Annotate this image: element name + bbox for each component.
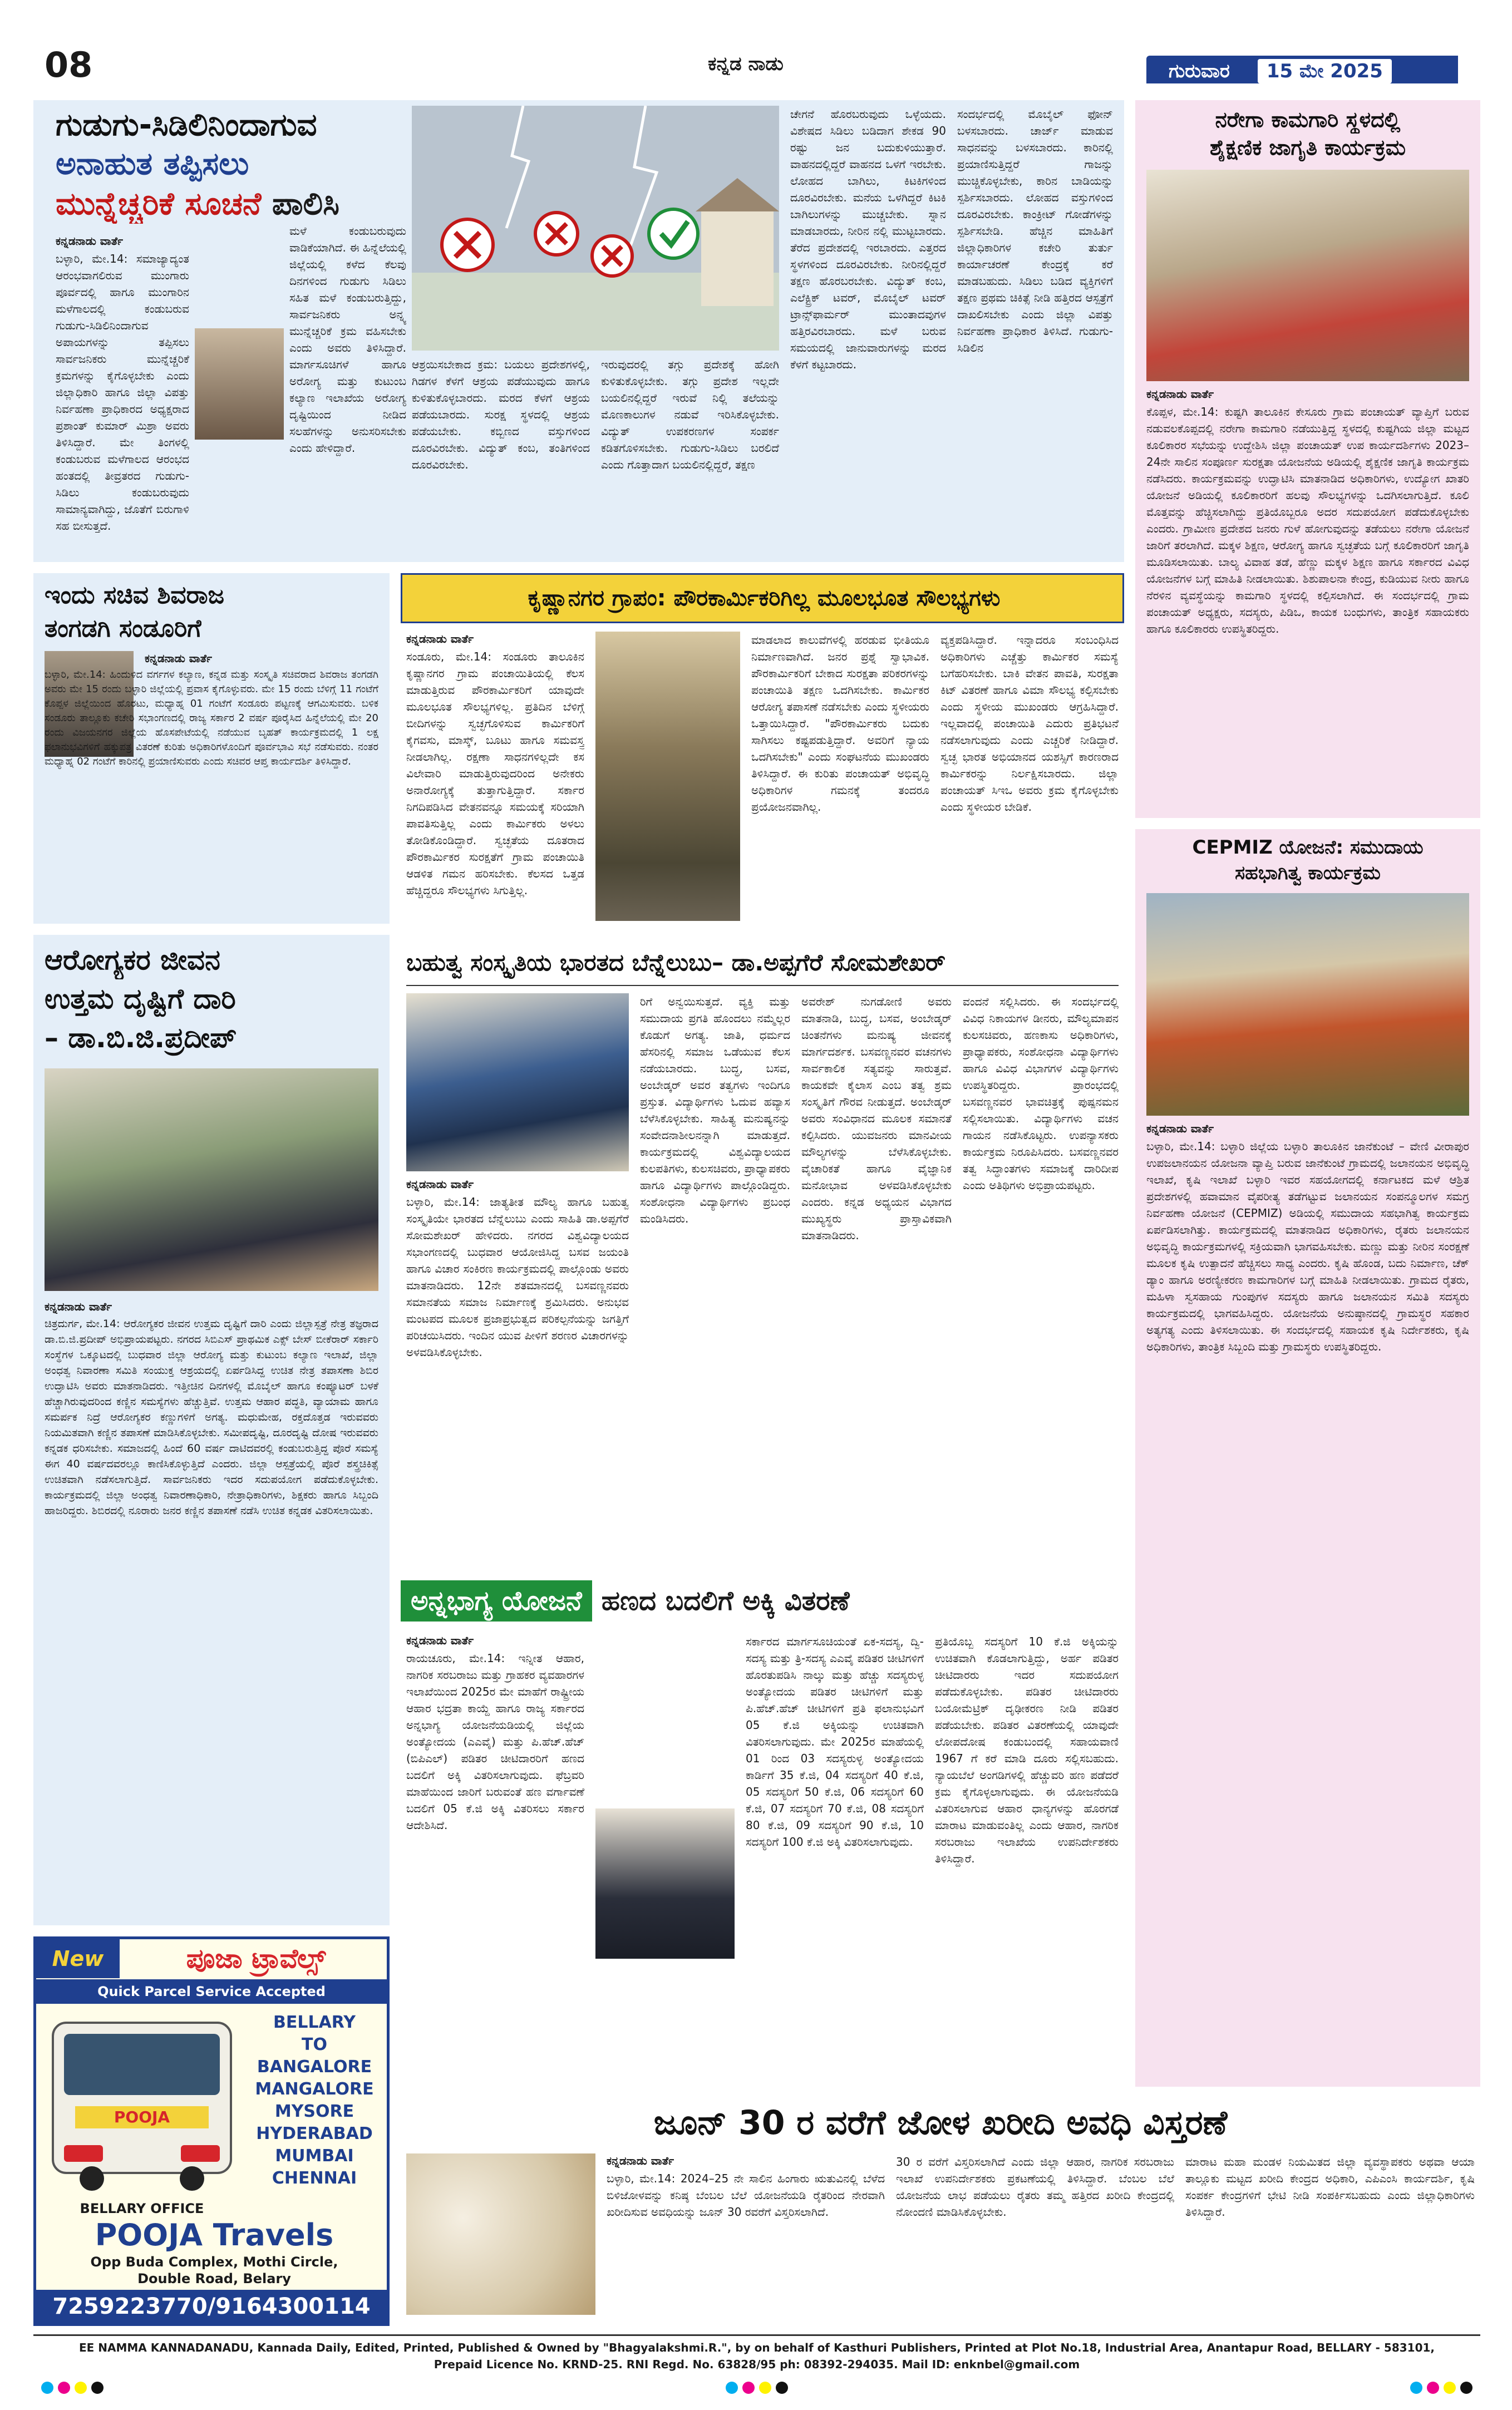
- ad-routes: [242, 2012, 387, 2201]
- route-item: CHENNAI: [272, 2168, 357, 2188]
- ad-office: BELLARY OFFICE: [80, 2201, 204, 2216]
- headline-line1: ಗುಡುಗು-ಸಿಡಿಲಿನಿಂದಾಗುವ: [56, 107, 317, 143]
- article-health: [33, 935, 390, 1925]
- krishnanagar-col1: ಸಂಡೂರು, ಮೇ.14: ಸಂಡೂರು ತಾಲೂಕಿನ ಕೃಷ್ಣಾನಗರ ಗ್ರಾಮ ಪಂಚಾಯಿತಿಯಲ್ಲಿ ಕೆಲಸ ಮಾಡುತ್ತಿರುವ ಪೌರಕಾರ್ಮಿಕರಿಗೆ ಯಾವುದೇ ಮೂಲಭೂತ ಸೌಲಭ್ಯಗಳಿಲ್ಲ. ಪ್ರತಿದಿನ ಬೆಳಿಗ್ಗೆ ಬೀದಿಗಳನ್ನು ಸ್ವಚ್ಛಗೊಳಿಸುವ ಕಾರ್ಮಿಕರಿಗೆ ಕೈಗವಸು, ಮಾಸ್ಕ್, ಬೂಟು ಹಾಗೂ ಸಮವಸ್ತ್ರ ನೀಡಲಾಗಿಲ್ಲ. ರಕ್ಷಣಾ ಸಾಧನಗಳಿಲ್ಲದೇ ಕಸ ವಿಲೇವಾರಿ ಮಾಡುತ್ತಿರುವುದರಿಂದ ಅನೇಕರು ಅನಾರೋಗ್ಯಕ್ಕೆ ತುತ್ತಾಗುತ್ತಿದ್ದಾರೆ. ಸರ್ಕಾರ ನಿಗದಿಪಡಿಸಿದ ವೇತನವನ್ನೂ ಸಮಯಕ್ಕೆ ಸರಿಯಾಗಿ ಪಾವತಿಸುತ್ತಿಲ್ಲ ಎಂದು ಕಾರ್ಮಿಕರು ಅಳಲು ತೋಡಿಕೊಂಡಿದ್ದಾರೆ. ಸ್ವಚ್ಛತೆಯ ದೂತರಾದ ಪೌರಕಾರ್ಮಿಕರ ಸುರಕ್ಷತೆಗೆ ಗ್ರಾಮ ಪಂಚಾಯಿತಿ ಆಡಳಿತ ಗಮನ ಹರಿಸಬೇಕು. ಕೆಲಸದ ಒತ್ತಡ ಹೆಚ್ಚಿದ್ದರೂ ಸೌಲಭ್ಯಗಳು ಸಿಗುತ್ತಿಲ್ಲ.: [406, 650, 584, 897]
- lightning-col3: ಆಶ್ರಯಿಸಬೇಕಾದ ಕ್ರಮ: ಬಯಲು ಪ್ರದೇಶಗಳಲ್ಲಿ, ಗಿಡಗಳ ಕೆಳಗೆ ಆಶ್ರಯ ಪಡೆಯುವುದು ಹಾಗೂ ಕುಳಿತುಕೊಳ್ಳಬಾರದು. ಮರದ ಕೆಳಗೆ ಆಶ್ರಯ ಪಡೆಯಬಾರದು. ಸುರಕ್ಷ ಸ್ಥಳದಲ್ಲಿ ಆಶ್ರಯ ಪಡೆಯಬೇಕು. ಕಬ್ಬಿಣದ ವಸ್ತುಗಳಿಂದ ದೂರವಿರಬೇಕು. ವಿದ್ಯುತ್ ಕಂಬ, ತಂತಿಗಳಿಂದ ದೂರವಿರಬೇಕು.: [412, 358, 590, 471]
- byline: ಕನ್ನಡನಾಡು ವಾರ್ತೆ: [45, 1300, 112, 1313]
- headline-line1: ನರೇಗಾ ಕಾಮಗಾರಿ ಸ್ಥಳದಲ್ಲಿ: [1215, 107, 1401, 132]
- somashekhar-col2: ರಿಗೆ ಅನ್ವಯಿಸುತ್ತದೆ. ವ್ಯಕ್ತಿ ಮತ್ತು ಸಮುದಾಯ ಪ್ರಗತಿ ಹೊಂದಲು ನಮ್ಮೆಲ್ಲರ ಕೊಡುಗೆ ಅಗತ್ಯ. ಜಾತಿ, ಧರ್ಮದ ಹೆಸರಿನಲ್ಲಿ ಸಮಾಜ ಒಡೆಯುವ ಕೆಲಸ ನಡೆಯಬಾರದು. ಬುದ್ಧ, ಬಸವ, ಅಂಬೇಡ್ಕರ್ ಅವರ ತತ್ವಗಳು ಇಂದಿಗೂ ಪ್ರಸ್ತುತ. ವಿದ್ಯಾರ್ಥಿಗಳು ಓದುವ ಹವ್ಯಾಸ ಬೆಳೆಸಿಕೊಳ್ಳಬೇಕು. ಸಾಹಿತ್ಯ ಮನುಷ್ಯನನ್ನು ಸಂವೇದನಾಶೀಲನನ್ನಾಗಿ ಮಾಡುತ್ತದೆ. ಕಾರ್ಯಕ್ರಮದಲ್ಲಿ ವಿಶ್ವವಿದ್ಯಾಲಯದ ಕುಲಪತಿಗಳು, ಕುಲಸಚಿವರು, ಪ್ರಾಧ್ಯಾಪಕರು ಹಾಗೂ ವಿದ್ಯಾರ್ಥಿಗಳು ಪಾಲ್ಗೊಂಡಿದ್ದರು. ಸಂಶೋಧನಾ ವಿದ್ಯಾರ್ಥಿಗಳು ಪ್ರಬಂಧ ಮಂಡಿಸಿದರು.: [640, 995, 790, 1225]
- annabhagya-col3: ಪ್ರತಿಯೊಬ್ಬ ಸದಸ್ಯರಿಗೆ 10 ಕೆ.ಜಿ ಅಕ್ಕಿಯನ್ನು ಉಚಿತವಾಗಿ ಕೊಡಲಾಗುತ್ತಿದ್ದು, ಅರ್ಹ ಪಡಿತರ ಚೀಟಿದಾರರು ಇದರ ಸದುಪಯೋಗ ಪಡೆದುಕೊಳ್ಳಬೇಕು. ಪಡಿತರ ಚೀಟಿದಾರರು ಬಯೋಮೆಟ್ರಿಕ್ ದೃಢೀಕರಣ ನೀಡಿ ಪಡಿತರ ಪಡೆಯಬೇಕು. ಪಡಿತರ ವಿತರಣೆಯಲ್ಲಿ ಯಾವುದೇ ಲೋಪದೋಷ ಕಂಡುಬಂದಲ್ಲಿ ಸಹಾಯವಾಣಿ 1967 ಗೆ ಕರೆ ಮಾಡಿ ದೂರು ಸಲ್ಲಿಸಬಹುದು. ನ್ಯಾಯಬೆಲೆ ಅಂಗಡಿಗಳಲ್ಲಿ ಹೆಚ್ಚುವರಿ ಹಣ ಪಡೆದರೆ ಕ್ರಮ ಕೈಗೊಳ್ಳಲಾಗುವುದು. ಈ ಯೋಜನೆಯಡಿ ವಿತರಿಸಲಾಗುವ ಆಹಾರ ಧಾನ್ಯಗಳನ್ನು ಹೊರಗಡೆ ಮಾರಾಟ ಮಾಡುವಂತಿಲ್ಲ ಎಂದು ಆಹಾರ, ನಾಗರಿಕ ಸರಬರಾಜು ಇಲಾಖೆಯ ಉಪನಿರ್ದೇಶಕರು ತಿಳಿಸಿದ್ದಾರೆ.: [935, 1635, 1119, 1865]
- route-item: BANGALORE: [257, 2057, 372, 2077]
- article-krishnanagar: [401, 573, 1124, 935]
- route-item: HYDERABAD: [256, 2124, 373, 2143]
- lightning-col4: ಇರುವುದರಲ್ಲಿ ತಗ್ಗು ಪ್ರದೇಶಕ್ಕೆ ಹೋಗಿ ಕುಳಿತುಕೊಳ್ಳಬೇಕು. ತಗ್ಗು ಪ್ರದೇಶ ಇಲ್ಲದೇ ಬಯಲಿನಲ್ಲಿದ್ದರೆ ಇರುವೆ ನಿಲ್ಲಿ ತಲೆಯನ್ನು ಮೊಣಕಾಲುಗಳ ನಡುವೆ ಇರಿಸಿಕೊಳ್ಳಬೇಕು. ವಿದ್ಯುತ್ ಉಪಕರಣಗಳ ಸಂಪರ್ಕ ಕಡಿತಗೊಳಿಸಬೇಕು. ಗುಡುಗು-ಸಿಡಿಲು ಬರಲಿದೆ ಎಂದು ಗೊತ್ತಾದಾಗ ಬಯಲಿನಲ್ಲಿದ್ದರೆ, ತಕ್ಷಣ: [601, 358, 779, 471]
- annabhagya-col1: ರಾಯಚೂರು, ಮೇ.14: ಇನ್ನೀತ ಆಹಾರ, ನಾಗರಿಕ ಸರಬರಾಜು ಮತ್ತು ಗ್ರಾಹಕರ ವ್ಯವಹಾರಗಳ ಇಲಾಖೆಯಿಂದ 2025ರ ಮೇ ಮಾಹೆಗೆ ರಾಷ್ಟ್ರೀಯ ಆಹಾರ ಭದ್ರತಾ ಕಾಯ್ದೆ ಹಾಗೂ ರಾಜ್ಯ ಸರ್ಕಾರದ ಅನ್ನಭಾಗ್ಯ ಯೋಜನೆಯಡಿಯಲ್ಲಿ ಜಿಲ್ಲೆಯ ಅಂತ್ಯೋದಯ (ಎಎವೈ) ಮತ್ತು ಪಿ.ಹೆಚ್.ಹೆಚ್ (ಬಿಪಿಎಲ್) ಪಡಿತರ ಚೀಟಿದಾರರಿಗೆ ಹಣದ ಬದಲಿಗೆ ಅಕ್ಕಿ ವಿತರಿಸಲಾಗುವುದು. ಫೆಬ್ರವರಿ ಮಾಹೆಯಿಂದ ಜಾರಿಗೆ ಬರುವಂತೆ ಹಣ ವರ್ಗಾವಣೆ ಬದಲಿಗೆ 05 ಕೆ.ಜಿ ಅಕ್ಕಿ ವಿತರಿಸಲು ಸರ್ಕಾರ ಆದೇಶಿಸಿದೆ.: [406, 1652, 584, 1832]
- ad-new-badge: New: [36, 1939, 120, 1978]
- jola-col2: 30 ರ ವರೆಗೆ ವಿಸ್ತರಿಸಲಾಗಿದೆ ಎಂದು ಜಿಲ್ಲಾ ಆಹಾರ, ನಾಗರಿಕ ಸರಬರಾಜು ಇಲಾಖೆ ಉಪನಿರ್ದೇಶಕರು ಪ್ರಕಟಣೆಯಲ್ಲಿ ತಿಳಿಸಿದ್ದಾರೆ. ಬೆಂಬಲ ಬೆಲೆ ಯೋಜನೆಯ ಲಾಭ ಪಡೆಯಲು ರೈತರು ತಮ್ಮ ಹತ್ತಿರದ ಖರೀದಿ ಕೇಂದ್ರದಲ್ಲಿ ನೋಂದಣಿ ಮಾಡಿಸಿಕೊಳ್ಳಬೇಕು.: [896, 2155, 1174, 2219]
- cepmiz-photo: [1146, 893, 1469, 1116]
- official-photo: [595, 1808, 735, 1959]
- minister-body: ಬಳ್ಳಾರಿ, ಮೇ.14: ಹಿಂದುಳಿದ ವರ್ಗಗಳ ಕಲ್ಯಾಣ, ಕನ್ನಡ ಮತ್ತು ಸಂಸ್ಕೃತಿ ಸಚಿವರಾದ ಶಿವರಾಜ ತಂಗಡಗಿ ಅವರು ಮೇ 15 ರಂದು ಬಳ್ಳಾರಿ ಜಿಲ್ಲೆಯಲ್ಲಿ ಪ್ರವಾಸ ಕೈಗೊಳ್ಳುವರು. ಮೇ 15 ರಂದು ಬೆಳಿಗ್ಗೆ 11 ಗಂಟೆಗೆ ಕೊಪ್ಪಳ ಜಿಲ್ಲೆಯಿಂದ ಹೊರಟು, ಮಧ್ಯಾಹ್ನ 01 ಗಂಟೆಗೆ ಸಂಡೂರು ಪಟ್ಟಣಕ್ಕೆ ಆಗಮಿಸುವರು. ಬಳಿಕ ಸಂಡೂರು ತಾಲ್ಲೂಕು ಕಚೇರಿ ಸಭಾಂಗಣದಲ್ಲಿ ರಾಜ್ಯ ಸರ್ಕಾರ 2 ವರ್ಷ ಪೂರೈಸಿದ ಹಿನ್ನೆಲೆಯಲ್ಲಿ ಮೇ 20 ರಂದು ವಿಜಯನಗರ ಜಿಲ್ಲೆಯ ಹೊಸಪೇಟೆಯಲ್ಲಿ ನಡೆಯುವ ಬೃಹತ್ ಕಾರ್ಯಕ್ರಮದಲ್ಲಿ 1 ಲಕ್ಷ ಫಲಾನುಭವಿಗಳಿಗೆ ಹಕ್ಕುಪತ್ರ ವಿತರಣೆ ಕುರಿತು ಅಧಿಕಾರಿಗಳೊಂದಿಗೆ ಪೂರ್ವಭಾವಿ ಸಭೆ ನಡೆಸುವರು. ನಂತರ ಮಧ್ಯಾಹ್ನ 02 ಗಂಟೆಗೆ ಕಾರಿನಲ್ಲಿ ಪ್ರಯಾಣಿಸುವರು ಎಂದು ಸಚಿವರ ಆಪ್ತ ಕಾರ್ಯದರ್ಶಿ ತಿಳಿಸಿದ್ದಾರೆ.: [45, 669, 378, 767]
- somashekhar-col1: ಬಳ್ಳಾರಿ, ಮೇ.14: ಜಾತ್ಯತೀತ ಮೌಲ್ಯ ಹಾಗೂ ಬಹುತ್ವ ಸಂಸ್ಕೃತಿಯೇ ಭಾರತದ ಬೆನ್ನೆಲುಬು ಎಂದು ಸಾಹಿತಿ ಡಾ.ಅಪ್ಪಗೆರೆ ಸೋಮಶೇಖರ್ ಹೇಳಿದರು. ನಗರದ ವಿಶ್ವವಿದ್ಯಾಲಯದ ಸಭಾಂಗಣದಲ್ಲಿ ಬುಧವಾರ ಆಯೋಜಿಸಿದ್ದ ಬಸವ ಜಯಂತಿ ಹಾಗೂ ವಿಚಾರ ಸಂಕಿರಣ ಕಾರ್ಯಕ್ರಮದಲ್ಲಿ ಪಾಲ್ಗೊಂಡು ಅವರು ಮಾತನಾಡಿದರು. 12ನೇ ಶತಮಾನದಲ್ಲಿ ಬಸವಣ್ಣನವರು ಸಮಾನತೆಯ ಸಮಾಜ ನಿರ್ಮಾಣಕ್ಕೆ ಶ್ರಮಿಸಿದರು. ಅನುಭವ ಮಂಟಪದ ಮೂಲಕ ಪ್ರಜಾಪ್ರಭುತ್ವದ ಪರಿಕಲ್ಪನೆಯನ್ನು ಜಗತ್ತಿಗೆ ಪರಿಚಯಿಸಿದರು. ಇಂದಿನ ಯುವ ಪೀಳಿಗೆ ಶರಣರ ವಿಚಾರಗಳನ್ನು ಅಳವಡಿಸಿಕೊಳ್ಳಬೇಕು.: [406, 1195, 629, 1359]
- headline-line1: ಇಂದು ಸಚಿವ ಶಿವರಾಜ: [45, 581, 225, 609]
- bus-graphic: [42, 2012, 242, 2195]
- byline: ಕನ್ನಡನಾಡು ವಾರ್ತೆ: [406, 632, 474, 645]
- narega-photo: [1146, 170, 1469, 381]
- headline-line2: ಅನಾಹುತ ತಪ್ಪಿಸಲು: [56, 146, 249, 182]
- footer-line1: EE NAMMA KANNADANADU, Kannada Daily, Edited, Printed, Published & Owned by "Bhagyalakshmi.R.", by on behalf of Kasthuri Publishers, Printed at Plot No.18, Industrial Area, Anantapur Road, BELLARY - 583101,: [78, 2341, 1435, 2354]
- color-dots-center: [723, 2382, 790, 2398]
- headline-rest: ಹಣದ ಬದಲಿಗೆ ಅಕ್ಕಿ ವಿತರಣೆ: [601, 1585, 850, 1616]
- byline: ಕನ್ನಡನಾಡು ವಾರ್ತೆ: [1146, 387, 1214, 401]
- grain-photo: [406, 2153, 595, 2315]
- jola-col1: ಬಳ್ಳಾರಿ, ಮೇ.14: 2024–25 ನೇ ಸಾಲಿನ ಹಿಂಗಾರು ಋತುವಿನಲ್ಲಿ ಬೆಳೆದ ಬಿಳಿಜೋಳವನ್ನು ಕನಿಷ್ಠ ಬೆಂಬಲ ಬೆಲೆ ಯೋಜನೆಯಡಿ ರೈತರಿಂದ ನೇರವಾಗಿ ಖರೀದಿಸುವ ಅವಧಿಯನ್ನು ಜೂನ್ 30 ರವರೆಗೆ ವಿಸ್ತರಿಸಲಾಗಿದೆ.: [607, 2172, 885, 2219]
- route-item: BELLARY: [273, 2013, 356, 2032]
- date-label: 15 ಮೇ 2025: [1258, 59, 1392, 83]
- headline: [401, 1580, 1124, 1625]
- bus-illustration: [42, 2012, 242, 2195]
- ad-phone: 7259223770/9164300114: [36, 2290, 387, 2323]
- jola-col3: ಮಾರಾಟ ಮಹಾ ಮಂಡಳ ನಿಯಮಿತದ ಜಿಲ್ಲಾ ವ್ಯವಸ್ಥಾಪಕರು ಅಥವಾ ಆಯಾ ತಾಲ್ಲೂಕು ಮಟ್ಟದ ಖರೀದಿ ಕೇಂದ್ರದ ಅಧಿಕಾರಿ, ಎಪಿಎಂಸಿ ಕಾರ್ಯದರ್ಶಿ, ಕೃಷಿ ಸಂಪರ್ಕ ಕೇಂದ್ರಗಳಿಗೆ ಭೇಟಿ ನೀಡಿ ಸಂಪರ್ಕಿಸಬಹುದು ಎಂದು ಜಿಲ್ಲಾಧಿಕಾರಿಗಳು ತಿಳಿಸಿದ್ದಾರೆ.: [1185, 2155, 1475, 2219]
- article-annabhagya: [401, 1575, 1124, 2087]
- day-label: ಗುರುವಾರ: [1169, 60, 1230, 82]
- officer-photo: [195, 328, 284, 440]
- headline-line1: ಆರೋಗ್ಯಕರ ಜೀವನ: [45, 944, 220, 976]
- lightning-illustration: [412, 106, 779, 351]
- headline: ಬಹುತ್ವ ಸಂಸ್ಕೃತಿಯ ಭಾರತದ ಬೆನ್ನೆಲುಬು– ಡಾ.ಅಪ್ಪಗೆರೆ ಸೋಮಶೇಖರ್: [406, 949, 945, 976]
- route-item: MUMBAI: [275, 2146, 354, 2166]
- article-narega: [1135, 100, 1480, 818]
- speaker-photo: [406, 993, 629, 1171]
- article-minister: [33, 573, 390, 924]
- route-item: MYSORE: [274, 2102, 354, 2121]
- article-somashekhar: [401, 940, 1124, 1569]
- byline: ಕನ್ನಡನಾಡು ವಾರ್ತೆ: [406, 1177, 474, 1191]
- page-number: 08: [45, 46, 93, 83]
- lightning-col2: ಮಳೆ ಕಂಡುಬರುವುದು ವಾಡಿಕೆಯಾಗಿದೆ. ಈ ಹಿನ್ನೆಲೆಯಲ್ಲಿ ಜಿಲ್ಲೆಯಲ್ಲಿ ಕಳೆದ ಕೆಲವು ದಿನಗಳಿಂದ ಗುಡುಗು ಸಿಡಿಲು ಸಹಿತ ಮಳೆ ಕಂಡುಬರುತ್ತಿದ್ದು, ಸಾರ್ವಜನಿಕರು ಅನ್ನ್ಯ ಮುನ್ನೆಚ್ಚರಿಕೆ ಕ್ರಮ ವಹಿಸಬೇಕು ಎಂದು ಅವರು ತಿಳಿಸಿದ್ದಾರೆ. ಮಾರ್ಗಸೂಚಿಗಳೆ ಹಾಗೂ ಅರೋಗ್ಯ ಮತ್ತು ಕುಟುಂಬ ಕಲ್ಯಾಣ ಇಲಾಖೆಯ ಅರೋಗ್ಯ ದೃಷ್ಟಿಯಿಂದ ನೀಡಿದ ಸಲಹೆಗಳನ್ನು ಅನುಸರಿಸಬೇಕು ಎಂದು ಹೇಳಿದ್ದಾರೆ.: [289, 224, 406, 455]
- headline-label: ಅನ್ನಭಾಗ್ಯ ಯೋಜನೆ: [401, 1580, 592, 1622]
- headline: ಜೂನ್ 30 ರ ವರೆಗೆ ಜೋಳ ಖರೀದಿ ಅವಧಿ ವಿಸ್ತರಣೆ: [653, 2103, 1228, 2142]
- worker-photo: [595, 632, 740, 921]
- masthead: [0, 0, 1512, 83]
- headline-line2: ಉತ್ತಮ ದೃಷ್ಟಿಗೆ ದಾರಿ: [45, 983, 236, 1015]
- article-cepmiz: [1135, 829, 1480, 2087]
- byline: ಕನ್ನಡನಾಡು ವಾರ್ತೆ: [56, 234, 124, 248]
- headline-line2: ಸಹಭಾಗಿತ್ವ ಕಾರ್ಯಕ್ರಮ: [1235, 862, 1381, 884]
- headline-highlight: ಮುನ್ನೆಚ್ಚರಿಕೆ ಸೂಚನೆ: [56, 186, 262, 222]
- cepmiz-body: ಬಳ್ಳಾರಿ, ಮೇ.14: ಬಳ್ಳಾರಿ ಜಿಲ್ಲೆಯ ಬಳ್ಳಾರಿ ತಾಲೂಕಿನ ಜಾನೆಕುಂಟೆ – ವೇಣಿ ವೀರಾಪುರ ಉಪಜಲಾನಯನ ಯೋಜನಾ ವ್ಯಾಪ್ತಿ ಬರುವ ಜಾನೆಕುಂಟೆ ಗ್ರಾಮದಲ್ಲಿ ಜಲಾನಯನ ಅಭಿವೃದ್ಧಿ ಇಲಾಖೆ, ಕೃಷಿ ಇಲಾಖೆ ಬಳ್ಳಾರಿ ಇವರ ಸಹಯೋಗದಲ್ಲಿ ಕರ್ನಾಟಕದ ಮಳೆ ಆಶ್ರಿತ ಪ್ರದೇಶಗಳಲ್ಲಿ ಹವಾಮಾನ ವೈಪರೀತ್ಯ ತಡೆಗಟ್ಟುವ ಜಲಾನಯನ ಸಂಪನ್ಮೂಲಗಳ ಸಮಗ್ರ ನಿರ್ವಹಣಾ ಯೋಜನೆ (CEPMIZ) ಅಡಿಯಲ್ಲಿ ಸಮುದಾಯ ಸಹಭಾಗಿತ್ವ ಕಾರ್ಯಕ್ರಮ ಏರ್ಪಡಿಸಲಾಗಿತ್ತು. ಕಾರ್ಯಕ್ರಮದಲ್ಲಿ ಮಾತನಾಡಿದ ಅಧಿಕಾರಿಗಳು, ರೈತರು ಜಲಾನಯನ ಅಭಿವೃದ್ಧಿ ಕಾರ್ಯಕ್ರಮಗಳಲ್ಲಿ ಸಕ್ರಿಯವಾಗಿ ಭಾಗವಹಿಸಬೇಕು. ಮಣ್ಣು ಮತ್ತು ನೀರಿನ ಸಂರಕ್ಷಣೆ ಮೂಲಕ ಕೃಷಿ ಉತ್ಪಾದನೆ ಹೆಚ್ಚಿಸಲು ಸಾಧ್ಯ ಎಂದರು. ಕೃಷಿ ಹೊಂಡ, ಬದು ನಿರ್ಮಾಣ, ಚೆಕ್ ಡ್ಯಾಂ ಹಾಗೂ ಅರಣ್ಯೀಕರಣ ಕಾಮಗಾರಿಗಳ ಬಗ್ಗೆ ಮಾಹಿತಿ ನೀಡಲಾಯಿತು. ಗ್ರಾಮದ ರೈತರು, ಮಹಿಳಾ ಸ್ವಸಹಾಯ ಗುಂಪುಗಳ ಸದಸ್ಯರು ಹಾಗೂ ಜಲಾನಯನ ಸಮಿತಿ ಸದಸ್ಯರು ಕಾರ್ಯಕ್ರಮದಲ್ಲಿ ಭಾಗವಹಿಸಿದ್ದರು. ಯೋಜನೆಯ ಅನುಷ್ಠಾನದಲ್ಲಿ ಗ್ರಾಮಸ್ಥರ ಸಹಕಾರ ಅತ್ಯಗತ್ಯ ಎಂದು ತಿಳಿಸಲಾಯಿತು. ಈ ಸಂದರ್ಭದಲ್ಲಿ ಸಹಾಯಕ ಕೃಷಿ ನಿರ್ದೇಶಕರು, ಕೃಷಿ ಅಧಿಕಾರಿಗಳು, ತಾಂತ್ರಿಕ ಸಿಬ್ಬಂದಿ ಮತ್ತು ಗ್ರಾಮಸ್ಥರು ಉಪಸ್ಥಿತರಿದ್ದರು.: [1146, 1140, 1469, 1353]
- paper-logo: ಕನ್ನಡ ನಾಡು: [708, 53, 784, 75]
- headline-band: [401, 573, 1124, 623]
- somashekhar-col3: ಅವರೇಶ್ ನುಗಡೋಣಿ ಅವರು ಮಾತನಾಡಿ, ಬುದ್ಧ, ಬಸವ, ಅಂಬೇಡ್ಕರ್ ಚಿಂತನೆಗಳು ಮನುಷ್ಯ ಜೀವನಕ್ಕೆ ಮಾರ್ಗದರ್ಶಕ. ಬಸವಣ್ಣನವರ ವಚನಗಳು ಸಾರ್ವಕಾಲಿಕ ಸತ್ಯವನ್ನು ಸಾರುತ್ತವೆ. ಕಾಯಕವೇ ಕೈಲಾಸ ಎಂಬ ತತ್ವ ಶ್ರಮ ಸಂಸ್ಕೃತಿಗೆ ಗೌರವ ನೀಡುತ್ತದೆ. ಅಂಬೇಡ್ಕರ್ ಅವರು ಸಂವಿಧಾನದ ಮೂಲಕ ಸಮಾನತೆ ಕಲ್ಪಿಸಿದರು. ಯುವಜನರು ಮಾನವೀಯ ಮೌಲ್ಯಗಳನ್ನು ಬೆಳೆಸಿಕೊಳ್ಳಬೇಕು. ವೈಚಾರಿಕತೆ ಹಾಗೂ ವೈಜ್ಞಾನಿಕ ಮನೋಭಾವ ಅಳವಡಿಸಿಕೊಳ್ಳಬೇಕು ಎಂದರು. ಕನ್ನಡ ಅಧ್ಯಯನ ವಿಭಾಗದ ಮುಖ್ಯಸ್ಥರು ಪ್ರಾಸ್ತಾವಿಕವಾಗಿ ಮಾತನಾಡಿದರು.: [801, 995, 952, 1242]
- narega-body: ಕೊಪ್ಪಳ, ಮೇ.14: ಕುಷ್ಟಗಿ ತಾಲೂಕಿನ ಕೇಸೂರು ಗ್ರಾಮ ಪಂಚಾಯತ್ ವ್ಯಾಪ್ತಿಗೆ ಬರುವ ನಡುವಲಕೊಪ್ಪದಲ್ಲಿ ನರೇಗಾ ಕಾಮಗಾರಿ ನಡೆಯುತ್ತಿದ್ದ ಸ್ಥಳದಲ್ಲಿ ಕುಷ್ಟಗಿಯ ಜಿಲ್ಲಾ ಮಟ್ಟದ ಕೂಲಿಕಾರರ ಸಭೆಯನ್ನು ಉದ್ದೇಶಿಸಿ ಜಿಲ್ಲಾ ಪಂಚಾಯತ್ ಉಪ ಕಾರ್ಯದರ್ಶಿಗಳು 2023–24ನೇ ಸಾಲಿನ ಸಂಪೂರ್ಣ ಸುರಕ್ಷತಾ ಯೋಜನೆಯ ಅಡಿಯಲ್ಲಿ ಶೈಕ್ಷಣಿಕ ಜಾಗೃತಿ ಕಾರ್ಯಕ್ರಮ ನಡೆಸಿದರು. ಕಾರ್ಯಕ್ರಮವನ್ನು ಉದ್ಘಾಟಿಸಿ ಮಾತನಾಡಿದ ಅಧಿಕಾರಿಗಳು, ಉದ್ಯೋಗ ಖಾತರಿ ಯೋಜನೆ ಅಡಿಯಲ್ಲಿ ಕೂಲಿಕಾರರಿಗೆ ಹಲವು ಸೌಲಭ್ಯಗಳನ್ನು ಒದಗಿಸಲಾಗುತ್ತಿದೆ. ಕೂಲಿ ಮೊತ್ತವನ್ನು ಹೆಚ್ಚಿಸಲಾಗಿದ್ದು ಪ್ರತಿಯೊಬ್ಬರೂ ಅದರ ಸದುಪಯೋಗ ಪಡೆದುಕೊಳ್ಳಬೇಕು ಎಂದರು. ಗ್ರಾಮೀಣ ಪ್ರದೇಶದ ಜನರು ಗುಳೆ ಹೋಗುವುದನ್ನು ತಡೆಯಲು ನರೇಗಾ ಯೋಜನೆ ಜಾರಿಗೆ ತರಲಾಗಿದೆ. ಮಕ್ಕಳ ಶಿಕ್ಷಣ, ಆರೋಗ್ಯ ಹಾಗೂ ಸ್ವಚ್ಛತೆಯ ಬಗ್ಗೆ ಕೂಲಿಕಾರರಿಗೆ ಜಾಗೃತಿ ಮೂಡಿಸಲಾಯಿತು. ಬಾಲ್ಯ ವಿವಾಹ ತಡೆ, ಹೆಣ್ಣು ಮಕ್ಕಳ ಶಿಕ್ಷಣ ಹಾಗೂ ಸರ್ಕಾರದ ವಿವಿಧ ಯೋಜನೆಗಳ ಬಗ್ಗೆ ಮಾಹಿತಿ ನೀಡಲಾಯಿತು. ಶಿಶುಪಾಲನಾ ಕೇಂದ್ರ, ಕುಡಿಯುವ ನೀರು ಹಾಗೂ ನೆರಳಿನ ವ್ಯವಸ್ಥೆಯನ್ನು ಕಾಮಗಾರಿ ಸ್ಥಳದಲ್ಲಿ ಕಲ್ಪಿಸಲಾಗಿದೆ. ಈ ಸಂದರ್ಭದಲ್ಲಿ ಗ್ರಾಮ ಪಂಚಾಯತ್ ಅಧ್ಯಕ್ಷರು, ಸದಸ್ಯರು, ಪಿಡಿಒ, ಕಾಯಕ ಬಂಧುಗಳು, ತಾಂತ್ರಿಕ ಸಹಾಯಕರು ಹಾಗೂ ಕೂಲಿಕಾರರು ಉಪಸ್ಥಿತರಿದ್ದರು.: [1146, 405, 1469, 635]
- footer-line2: Prepaid Licence No. KRND-25. RNI Regd. No. 63828/95 ph: 08392-294035. Mail ID: enknbel@gmail.com: [434, 2358, 1080, 2371]
- route-item: MANGALORE: [255, 2079, 374, 2099]
- ad-pooja-travels: [33, 1936, 390, 2326]
- article-lightning: [33, 100, 1124, 562]
- ad-title: ಪೂಜಾ ಟ್ರಾವೆಲ್ಸ್: [186, 1943, 326, 1974]
- ad-parcel: Quick Parcel Service Accepted: [36, 1979, 387, 2004]
- lightning-col5: ಚೇಗನೆ ಹೊರಬರುವುದು ಒಳ್ಳೆಯದು. ವಿಶೇಷದ ಸಿಡಿಲು ಬಡಿದಾಗ ಶೇಕಡ 90 ರಷ್ಟು ಜನ ಬದುಕುಳಿಯುತ್ತಾರೆ. ವಾಹನದಲ್ಲಿದ್ದರೆ ವಾಹನದ ಒಳಗೆ ಇರಬೇಕು. ಲೋಹದ ಬಾಗಿಲು, ಕಿಟಕಿಗಳಿಂದ ದೂರವಿರಬೇಕು. ಮನೆಯ ಒಳಗಿದ್ದರೆ ಕಿಟಕಿ ಬಾಗಿಲುಗಳನ್ನು ಮುಚ್ಚಬೇಕು. ಸ್ನಾನ ಮಾಡಬಾರದು, ನೀರಿನ ನಲ್ಲಿ ಮುಟ್ಟಬಾರದು. ತೆರೆದ ಪ್ರದೇಶದಲ್ಲಿ ಇರಬಾರದು. ಎತ್ತರದ ಸ್ಥಳಗಳಿಂದ ದೂರವಿರಬೇಕು. ನೀರಿನಲ್ಲಿದ್ದರೆ ತಕ್ಷಣ ಹೊರಬರಬೇಕು. ವಿದ್ಯುತ್ ಕಂಬ, ಎಲೆಕ್ಟ್ರಿಕ್ ಟವರ್, ಮೊಬೈಲ್ ಟವರ್ ಟ್ರಾನ್ಸ್‌ಫಾರ್ಮರ್ ಮುಂತಾದವುಗಳ ಹತ್ತಿರವಿರಬಾರದು. ಮಳೆ ಬರುವ ಸಮಯದಲ್ಲಿ ಜಾನುವಾರುಗಳನ್ನು ಮರದ ಕೆಳಗೆ ಕಟ್ಟಬಾರದು.: [790, 107, 946, 371]
- color-dots-right: [1408, 2382, 1475, 2398]
- lightning-graphic: [412, 106, 779, 351]
- route-item: TO: [302, 2035, 327, 2054]
- byline: ಕನ್ನಡನಾಡು ವಾರ್ತೆ: [607, 2154, 674, 2167]
- ad-address2: Double Road, Belary: [137, 2271, 291, 2286]
- lightning-col6: ಸಂದರ್ಭದಲ್ಲಿ ಮೊಬೈಲ್ ಫೋನ್ ಬಳಸಬಾರದು. ಚಾರ್ಜ್ ಮಾಡುವ ಸಾಧನವನ್ನು ಬಳಸಬಾರದು. ಕಾರಿನಲ್ಲಿ ಪ್ರಯಾಣಿಸುತ್ತಿದ್ದರೆ ಗಾಜನ್ನು ಮುಚ್ಚಿಕೊಳ್ಳಬೇಕು, ಕಾರಿನ ಬಾಡಿಯನ್ನು ಸ್ಪರ್ಶಿಸಬಾರದು. ಲೋಹದ ವಸ್ತುಗಳಿಂದ ದೂರವಿರಬೇಕು. ಕಾಂಕ್ರೀಟ್ ಗೋಡೆಗಳನ್ನು ಸ್ಪರ್ಶಿಸಬೇಡಿ. ಹೆಚ್ಚಿನ ಮಾಹಿತಿಗೆ ಜಿಲ್ಲಾಧಿಕಾರಿಗಳ ಕಚೇರಿ ತುರ್ತು ಕಾರ್ಯಾಚರಣೆ ಕೇಂದ್ರಕ್ಕೆ ಕರೆ ಮಾಡಬಹುದು. ಸಿಡಿಲು ಬಡಿದ ವ್ಯಕ್ತಿಗಳಿಗೆ ತಕ್ಷಣ ಪ್ರಥಮ ಚಿಕಿತ್ಸೆ ನೀಡಿ ಹತ್ತಿರದ ಆಸ್ಪತ್ರೆಗೆ ದಾಖಲಿಸಬೇಕು ಎಂದು ಜಿಲ್ಲಾ ವಿಪತ್ತು ನಿರ್ವಹಣಾ ಪ್ರಾಧಿಕಾರ ತಿಳಿಸಿದೆ. ಗುಡುಗು-ಸಿಡಿಲಿನ: [957, 107, 1113, 354]
- color-dots-left: [39, 2382, 106, 2398]
- bus-name: POOJA: [114, 2108, 170, 2126]
- headline-line3: [56, 185, 339, 224]
- registration-marks: [39, 2382, 1475, 2398]
- date-banner: [1146, 56, 1458, 83]
- krishnanagar-col2: ಮಾಡಲಾದ ಕಾಲುವೆಗಳಲ್ಲಿ ಹರಡುವ ಭೀತಿಯೂ ನಿರ್ಮಾಣವಾಗಿದೆ. ಜನರ ಪ್ರಶ್ನೆ ಸ್ವಾಭಾವಿಕ. ಪೌರಕಾರ್ಮಿಕರಿಗೆ ಬೇಕಾದ ಸುರಕ್ಷತಾ ಪರಿಕರಗಳನ್ನು ಪಂಚಾಯಿತಿ ತಕ್ಷಣ ಒದಗಿಸಬೇಕು. ಕಾರ್ಮಿಕರ ಆರೋಗ್ಯ ತಪಾಸಣೆ ನಡೆಸಬೇಕು ಎಂದು ಸ್ಥಳೀಯರು ಒತ್ತಾಯಿಸಿದ್ದಾರೆ. "ಪೌರಕಾರ್ಮಿಕರು ಬದುಕು ಸಾಗಿಸಲು ಕಷ್ಟಪಡುತ್ತಿದ್ದಾರೆ. ಅವರಿಗೆ ನ್ಯಾಯ ಒದಗಿಸಬೇಕು" ಎಂದು ಸಂಘಟನೆಯ ಮುಖಂಡರು ತಿಳಿಸಿದ್ದಾರೆ. ಈ ಕುರಿತು ಪಂಚಾಯತ್ ಅಭಿವೃದ್ಧಿ ಅಧಿಕಾರಿಗಳ ಗಮನಕ್ಕೆ ತಂದರೂ ಪ್ರಯೋಜನವಾಗಿಲ್ಲ.: [751, 633, 929, 814]
- headline-tail: ಪಾಲಿಸಿ: [272, 186, 339, 222]
- byline: ಕನ್ನಡನಾಡು ವಾರ್ತೆ: [1146, 1122, 1214, 1135]
- headline-line2: ಶೈಕ್ಷಣಿಕ ಜಾಗೃತಿ ಕಾರ್ಯಕ್ರಮ: [1209, 135, 1406, 160]
- byline: ಕನ್ನಡನಾಡು ವಾರ್ತೆ: [406, 1634, 474, 1647]
- headline-rule: [406, 985, 1119, 986]
- headline-line1: CEPMIZ ಯೋಜನೆ: ಸಮುದಾಯ: [1192, 836, 1424, 859]
- health-body: ಚಿತ್ರದುರ್ಗ, ಮೇ.14: ಆರೋಗ್ಯಕರ ಜೀವನ ಉತ್ತಮ ದೃಷ್ಟಿಗೆ ದಾರಿ ಎಂದು ಜಿಲ್ಲಾಸ್ಪತ್ರೆ ನೇತ್ರ ತಜ್ಞರಾದ ಡಾ.ಬಿ.ಜಿ.ಪ್ರದೀಪ್ ಅಭಿಪ್ರಾಯಪಟ್ಟರು. ನಗರದ ಸಿಬಿಎಸ್ ಪ್ರಾಥಮಿಕ ಎಕ್ಸ್ ಬೇಸ್ ಬೀಕೆರಾರ್ ಸರ್ಕಾರಿ ಸಂಸ್ಥೆಗಳ ಒಕ್ಕೂಟದಲ್ಲಿ ಬುಧವಾರ ಜಿಲ್ಲಾ ಆರೋಗ್ಯ ಮತ್ತು ಕುಟುಂಬ ಕಲ್ಯಾಣ ಇಲಾಖೆ, ಜಿಲ್ಲಾ ಅಂಧತ್ವ ನಿವಾರಣಾ ಸಮಿತಿ ಸಂಯುಕ್ತ ಆಶ್ರಯದಲ್ಲಿ ಏರ್ಪಡಿಸಿದ್ದ ಉಚಿತ ನೇತ್ರ ತಪಾಸಣಾ ಶಿಬಿರ ಉದ್ಘಾಟಿಸಿ ಅವರು ಮಾತನಾಡಿದರು. ಇತ್ತೀಚಿನ ದಿನಗಳಲ್ಲಿ ಮೊಬೈಲ್ ಹಾಗೂ ಕಂಪ್ಯೂಟರ್ ಬಳಕೆ ಹೆಚ್ಚಾಗಿರುವುದರಿಂದ ಕಣ್ಣಿನ ಸಮಸ್ಯೆಗಳು ಹೆಚ್ಚುತ್ತಿವೆ. ಉತ್ತಮ ಆಹಾರ ಪದ್ಧತಿ, ವ್ಯಾಯಾಮ ಹಾಗೂ ಸಮರ್ಪಕ ನಿದ್ರೆ ಆರೋಗ್ಯಕರ ಕಣ್ಣುಗಳಿಗೆ ಅಗತ್ಯ. ಮಧುಮೇಹ, ರಕ್ತದೊತ್ತಡ ಇರುವವರು ನಿಯಮಿತವಾಗಿ ಕಣ್ಣಿನ ತಪಾಸಣೆ ಮಾಡಿಸಿಕೊಳ್ಳಬೇಕು. ಸಮೀಪದೃಷ್ಟಿ, ದೂರದೃಷ್ಟಿ ದೋಷ ಇರುವವರು ಕನ್ನಡಕ ಧರಿಸಬೇಕು. ಸಮಾಜದಲ್ಲಿ ಹಿಂದೆ 60 ವರ್ಷ ದಾಟಿದವರಲ್ಲಿ ಕಂಡುಬರುತ್ತಿದ್ದ ಪೊರೆ ಸಮಸ್ಯೆ ಈಗ 40 ವರ್ಷದವರಲ್ಲೂ ಕಾಣಿಸಿಕೊಳ್ಳುತ್ತಿದೆ ಎಂದರು. ಜಿಲ್ಲಾ ಆಸ್ಪತ್ರೆಯಲ್ಲಿ ಪೊರೆ ಶಸ್ತ್ರಚಿಕಿತ್ಸೆ ಉಚಿತವಾಗಿ ನಡೆಸಲಾಗುತ್ತಿದೆ. ಸಾರ್ವಜನಿಕರು ಇದರ ಸದುಪಯೋಗ ಪಡೆದುಕೊಳ್ಳಬೇಕು. ಕಾರ್ಯಕ್ರಮದಲ್ಲಿ ಜಿಲ್ಲಾ ಅಂಧತ್ವ ನಿವಾರಣಾಧಿಕಾರಿ, ನೇತ್ರಾಧಿಕಾರಿಗಳು, ಶಿಕ್ಷಕರು ಹಾಗೂ ಸಿಬ್ಬಂದಿ ಹಾಜರಿದ್ದರು. ಶಿಬಿರದಲ್ಲಿ ನೂರಾರು ಜನರ ಕಣ್ಣಿನ ತಪಾಸಣೆ ನಡೆಸಿ ಉಚಿತ ಕನ್ನಡಕ ವಿತರಿಸಲಾಯಿತು.: [45, 1318, 378, 1517]
- ad-address1: Opp Buda Complex, Mothi Circle,: [90, 2254, 338, 2270]
- byline: ಕನ್ನಡನಾಡು ವಾರ್ತೆ: [145, 652, 213, 665]
- krishnanagar-col3: ವ್ಯಕ್ತಪಡಿಸಿದ್ದಾರೆ. ಇನ್ನಾದರೂ ಸಂಬಂಧಿಸಿದ ಅಧಿಕಾರಿಗಳು ಎಚ್ಚೆತ್ತು ಕಾರ್ಮಿಕರ ಸಮಸ್ಯೆ ಬಗೆಹರಿಸಬೇಕು. ಬಾಕಿ ವೇತನ ಪಾವತಿ, ಸುರಕ್ಷತಾ ಕಿಟ್ ವಿತರಣೆ ಹಾಗೂ ವಿಮಾ ಸೌಲಭ್ಯ ಕಲ್ಪಿಸಬೇಕು ಎಂದು ಸ್ಥಳೀಯ ಮುಖಂಡರು ಆಗ್ರಹಿಸಿದ್ದಾರೆ. ಇಲ್ಲವಾದಲ್ಲಿ ಪಂಚಾಯಿತಿ ಎದುರು ಪ್ರತಿಭಟನೆ ನಡೆಸಲಾಗುವುದು ಎಂದು ಎಚ್ಚರಿಕೆ ನೀಡಿದ್ದಾರೆ. ಸ್ವಚ್ಛ ಭಾರತ ಅಭಿಯಾನದ ಯಶಸ್ಸಿಗೆ ಕಾರಣರಾದ ಕಾರ್ಮಿಕರನ್ನು ನಿರ್ಲಕ್ಷಿಸಬಾರದು. ಜಿಲ್ಲಾ ಪಂಚಾಯತ್ ಸಿಇಒ ಅವರು ಕ್ರಮ ಕೈಗೊಳ್ಳಬೇಕು ಎಂದು ಸ್ಥಳೀಯರ ಬೇಡಿಕೆ.: [940, 633, 1119, 814]
- health-photo: [45, 1068, 378, 1291]
- headline-line2: ತಂಗಡಗಿ ಸಂಡೂರಿಗೆ: [45, 614, 201, 643]
- lightning-col1: ಬಳ್ಳಾರಿ, ಮೇ.14: ಸಮಾಜ್ಯಾದ್ಯಂತ ಆರಂಭವಾಗಲಿರುವ ಮುಂಗಾರು ಪೂರ್ವದಲ್ಲಿ ಹಾಗೂ ಮುಂಗಾರಿನ ಮಳೆಗಾಲದಲ್ಲಿ ಕಂಡುಬರುವ ಗುಡುಗು-ಸಿಡಿಲಿನಿಂದಾಗುವ ಅಪಾಯಗಳನ್ನು ತಪ್ಪಿಸಲು ಸಾರ್ವಜನಿಕರು ಮುನ್ನೆಚ್ಚರಿಕೆ ಕ್ರಮಗಳನ್ನು ಕೈಗೊಳ್ಳಬೇಕು ಎಂದು ಜಿಲ್ಲಾಧಿಕಾರಿ ಹಾಗೂ ಜಿಲ್ಲಾ ವಿಪತ್ತು ನಿರ್ವಹಣಾ ಪ್ರಾಧಿಕಾರದ ಅಧ್ಯಕ್ಷರಾದ ಪ್ರಶಾಂತ್ ಕುಮಾರ್ ಮಿಶ್ರಾ ಅವರು ತಿಳಿಸಿದ್ದಾರೆ. ಮೇ ತಿಂಗಳಲ್ಲಿ ಕಂಡುಬರುವ ಮಳೆಗಾಲದ ಆರಂಭದ ಹಂತದಲ್ಲಿ ತೀವ್ರತರದ ಗುಡುಗು-ಸಿಡಿಲು ಕಂಡುಬರುವುದು ಸಾಮಾನ್ಯವಾಗಿದ್ದು, ಜೊತೆಗೆ ಬಿರುಗಾಳಿ ಸಹ ಬೀಸುತ್ತದೆ.: [56, 252, 189, 533]
- article-jola: [401, 2098, 1480, 2326]
- footer-rule: [33, 2334, 1480, 2336]
- headline: ಕೃಷ್ಣಾನಗರ ಗ್ರಾಪಂ: ಪೌರಕಾರ್ಮಿಕರಿಗಿಲ್ಲ ಮೂಲಭೂತ ಸೌಲಭ್ಯಗಳು: [528, 585, 1001, 611]
- ad-brand: POOJA Travels: [95, 2217, 334, 2253]
- annabhagya-col2: ಸರ್ಕಾರದ ಮಾರ್ಗಸೂಚಿಯಂತೆ ಏಕ-ಸದಸ್ಯ, ದ್ವಿ-ಸದಸ್ಯ ಮತ್ತು ತ್ರಿ-ಸದಸ್ಯ ಎಎವೈ ಪಡಿತರ ಚೀಟಿಗಳಿಗೆ ಹೊರತುಪಡಿಸಿ ನಾಲ್ಕು ಮತ್ತು ಹೆಚ್ಚು ಸದಸ್ಯರುಳ್ಳ ಅಂತ್ಯೋದಯ ಪಡಿತರ ಚೀಟಿಗಳಿಗೆ ಮತ್ತು ಪಿ.ಹೆಚ್.ಹೆಚ್ ಚೀಟಿಗಳಿಗೆ ಪ್ರತಿ ಫಲಾನುಭವಿಗೆ 05 ಕೆ.ಜಿ ಅಕ್ಕಿಯನ್ನು ಉಚಿತವಾಗಿ ವಿತರಿಸಲಾಗುವುದು. ಮೇ 2025ರ ಮಾಹೆಯಲ್ಲಿ 01 ರಿಂದ 03 ಸದಸ್ಯರುಳ್ಳ ಅಂತ್ಯೋದಯ ಕಾರ್ಡಿಗೆ 35 ಕೆ.ಜಿ, 04 ಸದಸ್ಯರಿಗೆ 40 ಕೆ.ಜಿ, 05 ಸದಸ್ಯರಿಗೆ 50 ಕೆ.ಜಿ, 06 ಸದಸ್ಯರಿಗೆ 60 ಕೆ.ಜಿ, 07 ಸದಸ್ಯರಿಗೆ 70 ಕೆ.ಜಿ, 08 ಸದಸ್ಯರಿಗೆ 80 ಕೆ.ಜಿ, 09 ಸದಸ್ಯರಿಗೆ 90 ಕೆ.ಜಿ, 10 ಸದಸ್ಯರಿಗೆ 100 ಕೆ.ಜಿ ಅಕ್ಕಿ ವಿತರಿಸಲಾಗುವುದು.: [746, 1635, 924, 1849]
- headline-line3: – ಡಾ.ಬಿ.ಜಿ.ಪ್ರದೀಪ್: [45, 1022, 237, 1054]
- somashekhar-col4: ವಂದನೆ ಸಲ್ಲಿಸಿದರು. ಈ ಸಂದರ್ಭದಲ್ಲಿ ವಿವಿಧ ನಿಕಾಯಗಳ ಡೀನರು, ಮೌಲ್ಯಮಾಪನ ಕುಲಸಚಿವರು, ಹಣಕಾಸು ಅಧಿಕಾರಿಗಳು, ಪ್ರಾಧ್ಯಾಪಕರು, ಸಂಶೋಧನಾ ವಿದ್ಯಾರ್ಥಿಗಳು ಹಾಗೂ ವಿವಿಧ ವಿಭಾಗಗಳ ವಿದ್ಯಾರ್ಥಿಗಳು ಉಪಸ್ಥಿತರಿದ್ದರು. ಪ್ರಾರಂಭದಲ್ಲಿ ಬಸವಣ್ಣನವರ ಭಾವಚಿತ್ರಕ್ಕೆ ಪುಷ್ಪನಮನ ಸಲ್ಲಿಸಲಾಯಿತು. ವಿದ್ಯಾರ್ಥಿಗಳು ವಚನ ಗಾಯನ ನಡೆಸಿಕೊಟ್ಟರು. ಉಪನ್ಯಾಸಕರು ಕಾರ್ಯಕ್ರಮ ನಿರೂಪಿಸಿದರು. ಬಸವಣ್ಣನವರ ತತ್ವ ಸಿದ್ಧಾಂತಗಳು ಸಮಾಜಕ್ಕೆ ದಾರಿದೀಪ ಎಂದು ಅತಿಥಿಗಳು ಅಭಿಪ್ರಾಯಪಟ್ಟರು.: [963, 995, 1119, 1192]
